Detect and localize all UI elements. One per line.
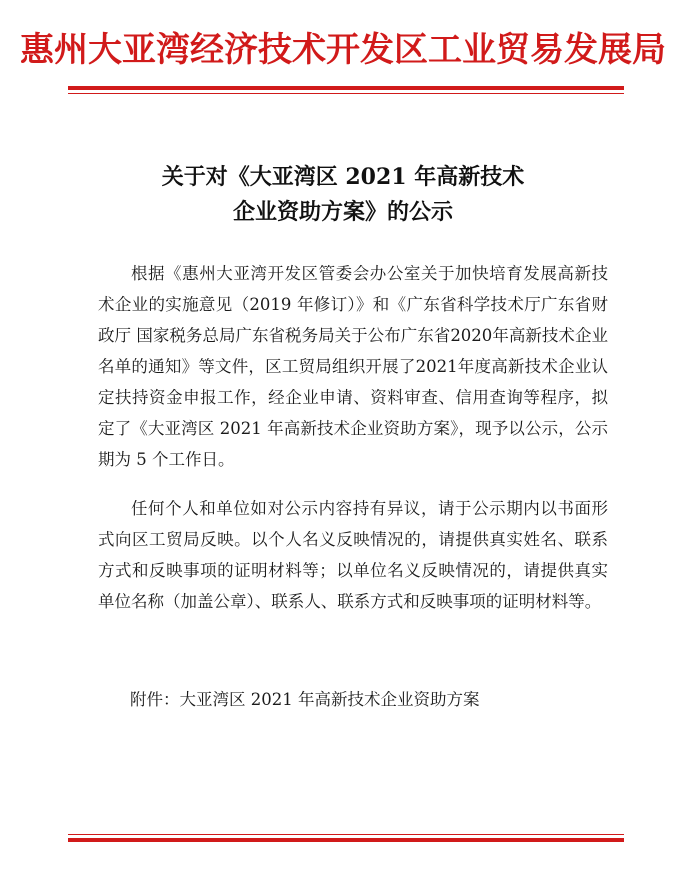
footer-rule-thin — [68, 834, 624, 835]
issuer-header: 惠州大亚湾经济技术开发区工业贸易发展局 — [20, 30, 666, 70]
body-paragraph-2: 任何个人和单位如对公示内容持有异议，请于公示期内以书面形式向区工贸局反映。以个人名义反映情况的，请提供真实姓名、联系方式和反映事项的证明材料等；以单位名义反映情况的，请提供真实单位名称（加盖公章）、联系人、联系方式和反映事项的证明材料等。 — [98, 499, 608, 611]
header-rule-thick — [68, 86, 624, 90]
footer-rule-thick — [68, 838, 624, 842]
body-paragraph-1: 根据《惠州大亚湾开发区管委会办公室关于加快培育发展高新技术企业的实施意见（2019 年修订）》和《广东省科学技术厅广东省财政厅 国家税务总局广东省税务局关于公布广东省2020年高新技术企业名单的通知》等文件，区工贸局组织开展了2021年度高新技术企业认定扶持资金申报工作，经企业申请、资料审查、信用查询等程序，拟定了《大亚湾区 2021 年高新技术企业资助方案》，现予以公示，公示期为 5 个工作日。 — [98, 264, 608, 469]
attachment-line: 附件：大亚湾区 2021 年高新技术企业资助方案 — [130, 690, 480, 709]
document-title-line-1: 关于对《大亚湾区 2021 年高新技术 — [161, 164, 525, 190]
header-rule-thin — [68, 93, 624, 94]
document-title-line-2: 企业资助方案》的公示 — [232, 199, 453, 225]
